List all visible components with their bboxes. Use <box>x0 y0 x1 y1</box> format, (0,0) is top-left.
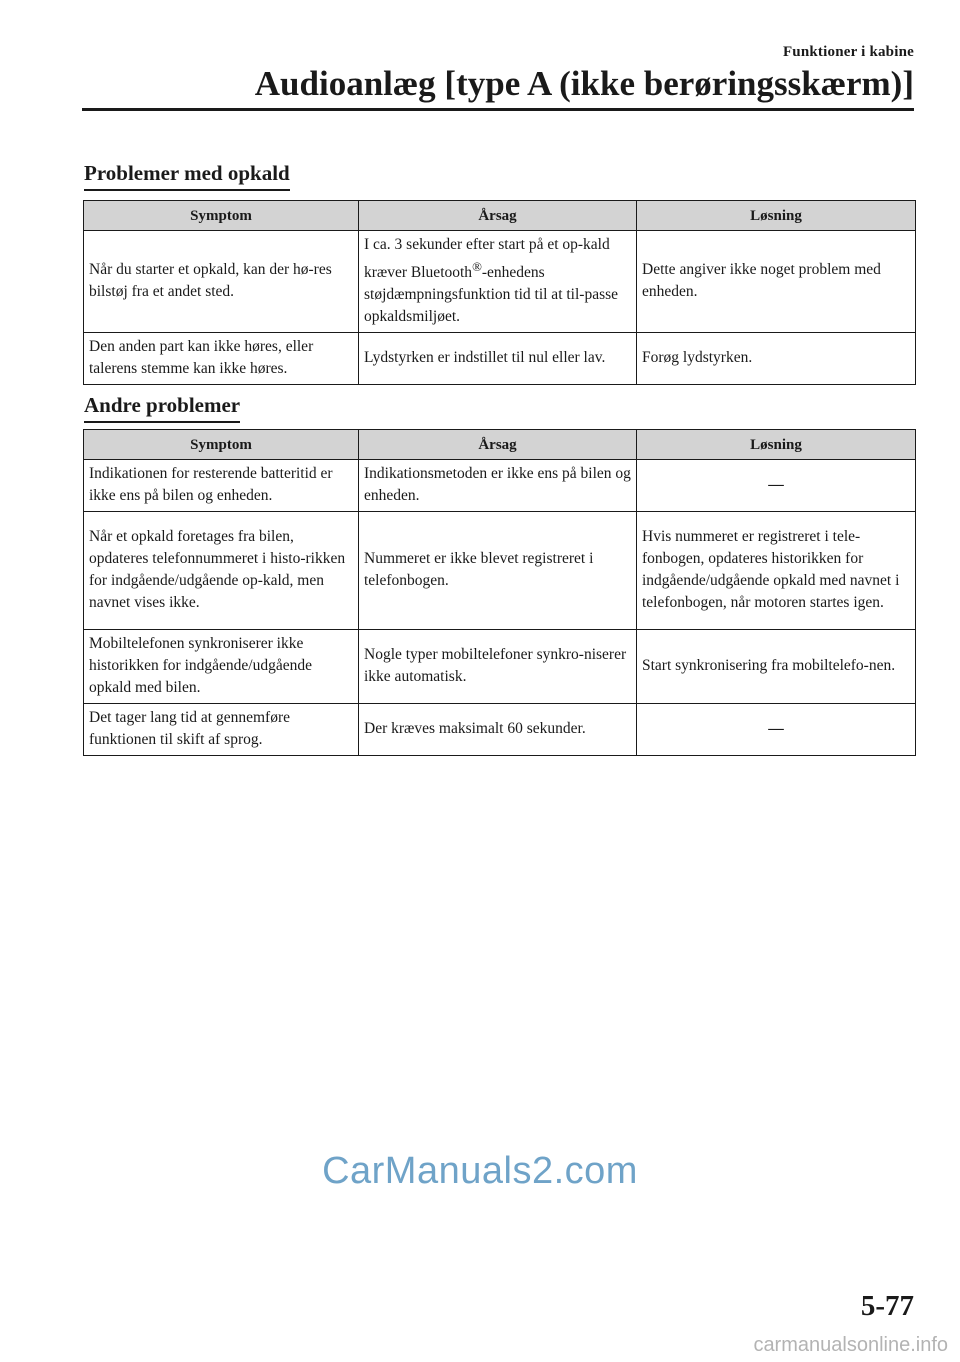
page-number: 5-77 <box>860 1290 914 1322</box>
cause-cell: Nummeret er ikke blevet registreret i telefonbogen. <box>359 512 637 630</box>
table-row <box>84 630 916 704</box>
footer-logo: carmanualsonline.info <box>753 1334 948 1356</box>
solution-cell: Hvis nummeret er registreret i tele-fonbogen, opdateres historikken for indgående/udgående opkald med navnet i telefonbogen, når motoren startes igen. <box>637 512 916 630</box>
table-row <box>84 231 916 333</box>
cause-text-end: -enhedens støjdæmpningsfunktion tid til at til-passe opkaldsmiljøet. <box>364 264 619 326</box>
cause-text-start: I ca. 3 sekunder efter start på et op-kald kræver Bluetooth <box>364 236 610 282</box>
cause-cell <box>359 231 637 333</box>
column-header-solution: Løsning <box>637 201 916 231</box>
solution-cell: Forøg lydstyrken. <box>637 333 916 385</box>
section-heading-other-problems: Andre problemer <box>84 393 240 423</box>
header-divider <box>82 108 914 111</box>
symptom-cell: Den anden part kan ikke høres, eller talerens stemme kan ikke høres. <box>84 333 359 385</box>
other-problems-table <box>83 429 916 756</box>
solution-cell-empty: — <box>637 704 916 756</box>
symptom-cell: Indikationen for resterende batteritid er ikke ens på bilen og enheden. <box>84 460 359 512</box>
symptom-cell: Når et opkald foretages fra bilen, opdateres telefonnummeret i histo-rikken for indgående/udgående op-kald, men navnet vises ikke. <box>84 512 359 630</box>
page-title: Audioanlæg [type A (ikke berøringsskærm)] <box>254 64 914 103</box>
table-row <box>84 333 916 385</box>
table-row <box>84 460 916 512</box>
table-row <box>84 512 916 630</box>
table-row <box>84 704 916 756</box>
call-problems-table <box>83 200 916 385</box>
column-header-symptom: Symptom <box>84 201 359 231</box>
column-header-solution: Løsning <box>637 430 916 460</box>
column-header-symptom: Symptom <box>84 430 359 460</box>
cause-cell: Nogle typer mobiltelefoner synkro-niserer ikke automatisk. <box>359 630 637 704</box>
registered-mark: ® <box>472 259 482 274</box>
solution-cell-empty: — <box>637 460 916 512</box>
column-header-cause: Årsag <box>359 430 637 460</box>
symptom-cell: Det tager lang tid at gennemføre funktionen til skift af sprog. <box>84 704 359 756</box>
cause-cell: Der kræves maksimalt 60 sekunder. <box>359 704 637 756</box>
table-header-row <box>84 201 916 231</box>
solution-cell: Dette angiver ikke noget problem med enheden. <box>637 231 916 333</box>
column-header-cause: Årsag <box>359 201 637 231</box>
cause-cell: Lydstyrken er indstillet til nul eller lav. <box>359 333 637 385</box>
cause-cell: Indikationsmetoden er ikke ens på bilen og enheden. <box>359 460 637 512</box>
solution-cell: Start synkronisering fra mobiltelefo-nen. <box>637 630 916 704</box>
watermark-logo: CarManuals2.com <box>322 1150 638 1192</box>
table-header-row <box>84 430 916 460</box>
symptom-cell: Når du starter et opkald, kan der hø-res bilstøj fra et andet sted. <box>84 231 359 333</box>
symptom-cell: Mobiltelefonen synkroniserer ikke historikken for indgående/udgående opkald med bilen. <box>84 630 359 704</box>
section-heading-call-problems: Problemer med opkald <box>84 161 290 191</box>
header-section-label: Funktioner i kabine <box>782 44 914 60</box>
